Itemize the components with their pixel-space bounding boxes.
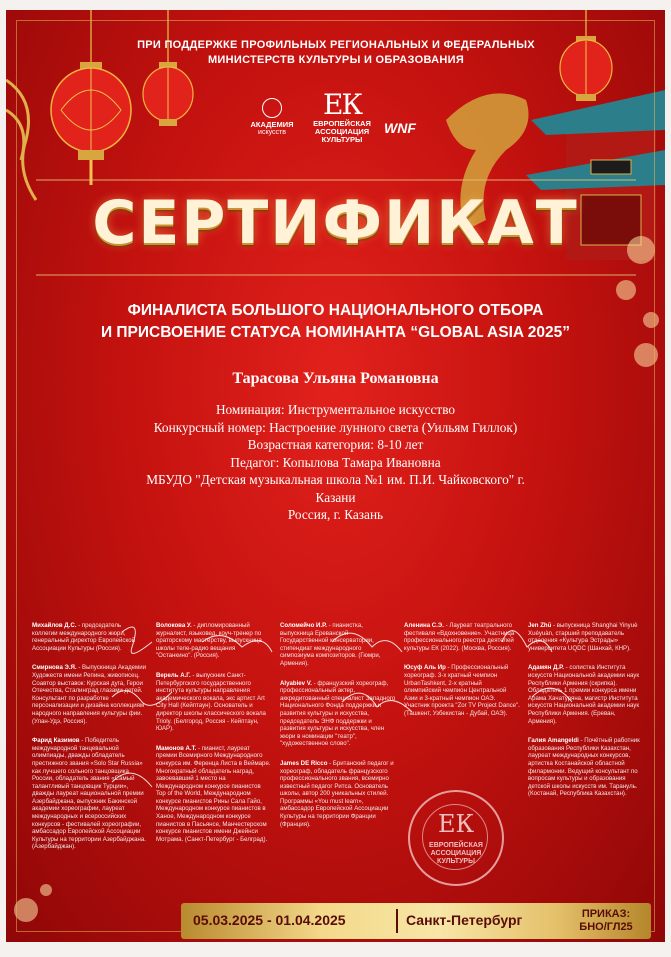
jury-member: Волокова У. - дипломированный журналист, языковед, коуч-тренер по ораторскому мастерству, выпускница школы теле-радио вещания "Останкино". (Россия). — [156, 622, 262, 660]
subtitle-line2: И ПРИСВОЕНИЕ СТАТУСА НОМИНАНТА “GLOBAL ASIA 2025” — [100, 324, 571, 341]
stamp-mark: ЕК — [437, 810, 475, 838]
stamp-line3: КУЛЬТУРЫ — [437, 858, 475, 865]
jury-member: Адамян Д.Р. - солистка Института искусств Национальной академии наук Республики Армения (скрипка). Обладатель 1 премии конкурса имени Арама Хачатуряна, магистр Института искусств Национальной академии наук Республики Армения. (Ереван, Армения). — [528, 664, 639, 725]
signature-icon — [332, 633, 402, 652]
certificate — [6, 10, 665, 942]
order-info — [566, 908, 646, 934]
school-city: Казани — [315, 489, 356, 505]
signature-icon — [112, 773, 152, 787]
order-number: БНО/ГЛ25 — [579, 921, 633, 933]
lantern-left-icon — [51, 10, 131, 185]
dragon-left-icon — [6, 80, 36, 200]
location: Россия, г. Казань — [287, 507, 384, 522]
academy-subtitle: искусств — [258, 129, 286, 136]
wnf-logo: WNF — [384, 120, 416, 136]
jury-member: James DE Ricco - Британский педагог и хореограф, обладатель французского профессионального звания, всемирно известный педагог Ритса. Основатель школы, автор 200 уникальных стилей. Программы «You must learn», амбассадор Европейской Ассоциации Культуры на территории Франции (Франция). — [280, 759, 394, 828]
signature-icon — [342, 693, 412, 712]
academy-emblem-icon — [262, 98, 282, 118]
age-category: Возрастная категория: 8-10 лет — [247, 437, 424, 452]
jury-member: Михайлов Д.С. - председатель коллегии международного жюри, генеральный директор Европейской Ассоциации Культуры (Россия). — [32, 622, 135, 652]
signature-icon — [202, 636, 272, 652]
ek-line2: АССОЦИАЦИЯ — [314, 127, 370, 136]
signature-icon — [112, 691, 172, 706]
nomination: Номинация: Инструментальное искусство — [215, 402, 456, 417]
lantern-right-icon — [560, 10, 612, 101]
footer-bar — [181, 903, 651, 939]
official-stamp — [408, 790, 504, 886]
academy-title: АКАДЕМИЯ — [250, 120, 294, 129]
event-dates: 05.03.2025 - 01.04.2025 — [193, 912, 346, 928]
jury-member: Alyabiev V. - французский хореограф, профессиональный актер, аккредитованный специалист Западного Национального Фонда поддержки и развития культуры и искусства, председатель ЭНФ поддержки и развития культуры и искусства, член жюри в номинации "театр", "художественное слово". — [280, 679, 396, 748]
jury-member: Юсуф Аль Ир - Профессиональный хореограф. 3-х кратный чемпион UrbanTashkent, 2-х кратный олимпийский чемпион Центральной Азии и 3-кратный чемпион ОАЭ. Участник проекта "Zor TV Project Dance". (Ташкент, Узбекистан - Дубай, ОАЭ). — [404, 664, 520, 717]
event-city: Санкт-Петербург — [406, 912, 523, 928]
stamp-line1: ЕВРОПЕЙСКАЯ — [429, 842, 483, 849]
signature-icon — [532, 688, 572, 702]
jury-member: Jen Zhū - выпускница Shanghai Yinyuè Xuéyuàn, старший преподаватель отделения «Культура Эстрады» университета UQDC (Шанхай, КНР). — [528, 622, 638, 652]
certificate-title: СЕРТИФИКАТ — [92, 188, 579, 258]
ek-line3: КУЛЬТУРЫ — [321, 135, 363, 144]
stamp-text — [410, 842, 502, 866]
stamp-line2: АССОЦИАЦИЯ — [430, 850, 482, 857]
subtitle-line1: ФИНАЛИСТА БОЛЬШОГО НАЦИОНАЛЬНОГО ОТБОРА — [127, 302, 544, 319]
signature-icon — [122, 627, 152, 653]
order-label: ПРИКАЗ: — [581, 908, 631, 920]
award-details — [96, 401, 575, 524]
ek-logo — [306, 90, 378, 144]
ek-line1: ЕВРОПЕЙСКАЯ — [313, 119, 371, 128]
certificate-subtitle — [46, 300, 625, 344]
jury-member: Аленина С.Э. - Лауреат театрального фестиваля «Вдохновение». Участница профессионального реестра деятелей культуры ЕК (2022). (Москва, Россия). — [404, 622, 515, 652]
contest-number: Конкурсный номер: Настроение лунного света (Уильям Гиллок) — [153, 419, 518, 435]
signature-icon — [502, 631, 552, 652]
recipient-name: Тарасова Ульяна Романовна — [232, 370, 439, 387]
signatures — [32, 622, 648, 802]
jury-section — [32, 622, 648, 922]
support-banner — [126, 38, 546, 68]
school: МБУДО "Детская музыкальная школа №1 им. П.И. Чайковского" г. — [146, 472, 525, 487]
support-banner-line1: ПРИ ПОДДЕРЖКЕ ПРОФИЛЬНЫХ РЕГИОНАЛЬНЫХ И ФЕДЕРАЛЬНЫХ — [137, 39, 535, 51]
logos — [246, 90, 436, 160]
lantern-small-left-icon — [143, 10, 193, 126]
jury-member: Верель А.Г. - выпускник Санкт-Петербургского государственного института культуры направления академического вокала, экс артист Art City Hall (Кейптаун). Основатель и директор школы классического вокала Trioly. (Белгород, Россия - Кейптаун, ЮАР). — [156, 671, 266, 733]
teacher: Педагог: Копылова Тамара Ивановна — [230, 454, 441, 470]
jury-member: Соломейчо И.Р. - пианистка, выпускница Ереванской Государственной консерватории, стипендиат международного симпозиума композиторов. (Гюмри, Армения). — [280, 622, 381, 667]
support-banner-line2: МИНИСТЕРСТВ КУЛЬТУРЫ И ОБРАЗОВАНИЯ — [207, 54, 465, 66]
ek-mark: ЕК — [322, 88, 362, 121]
jury-member: Смирнова Э.Я. - Выпускница Академии Художеств имени Репина, живописец. Соавтор выставок: Курская дуга, Герои Отечества, Сталинград глазами детей. Консультант по разработке персонализации и дизайна коллекциям народного направления культуры фии. (Улан-Удэ, Россия). — [32, 664, 147, 725]
jury-member: Галия Amangeldi - Почётный работник образования Республики Казахстан, лауреат международных конкурсов, артистка Костанайской областной филармонии. Ведущий консультант по вопросам культуры и образования детской школы искусств им. Тарануль. (Костанай, Республика Казахстан). — [528, 737, 640, 798]
jury-member: Мамонов А.Т. - пианист, лауреат премии Всемирного Международного конкурса им. Ференца Листа в Веймаре. Многократный обладатель наград, завоевавший 1 место на Международном конкурсе пианистов Top of the World, Международном конкурсе пианистов Рины Сала Гайо, Международном конкурсе пианистов в Ханое, Международном конкурсе пианистов в Пасьянсе, Манчестерском конкурсе пианистов имени Джейнси Мотрама. (Санкт-Петербург - Белград). — [156, 744, 271, 843]
jury-member: Фарид Казимов - Победитель международной танцевальной олимпиады, дважды обладатель престижного звания «Solo Star Russia» как лучшего сольного танцовщика России, обладатель звания «Самый талантливый танцовщик Турции», дважды лауреат национальной премии Азербайджана, выпускник Бакинской академии хореографии, лауреат международных и всероссийских конкурсов - фестивалей хореографии, амбассадор Европейской Ассоциации Культуры на территории Азербайджана. (Азербайджан). — [32, 737, 146, 851]
academy-logo — [246, 98, 298, 137]
footer-divider — [396, 909, 398, 933]
